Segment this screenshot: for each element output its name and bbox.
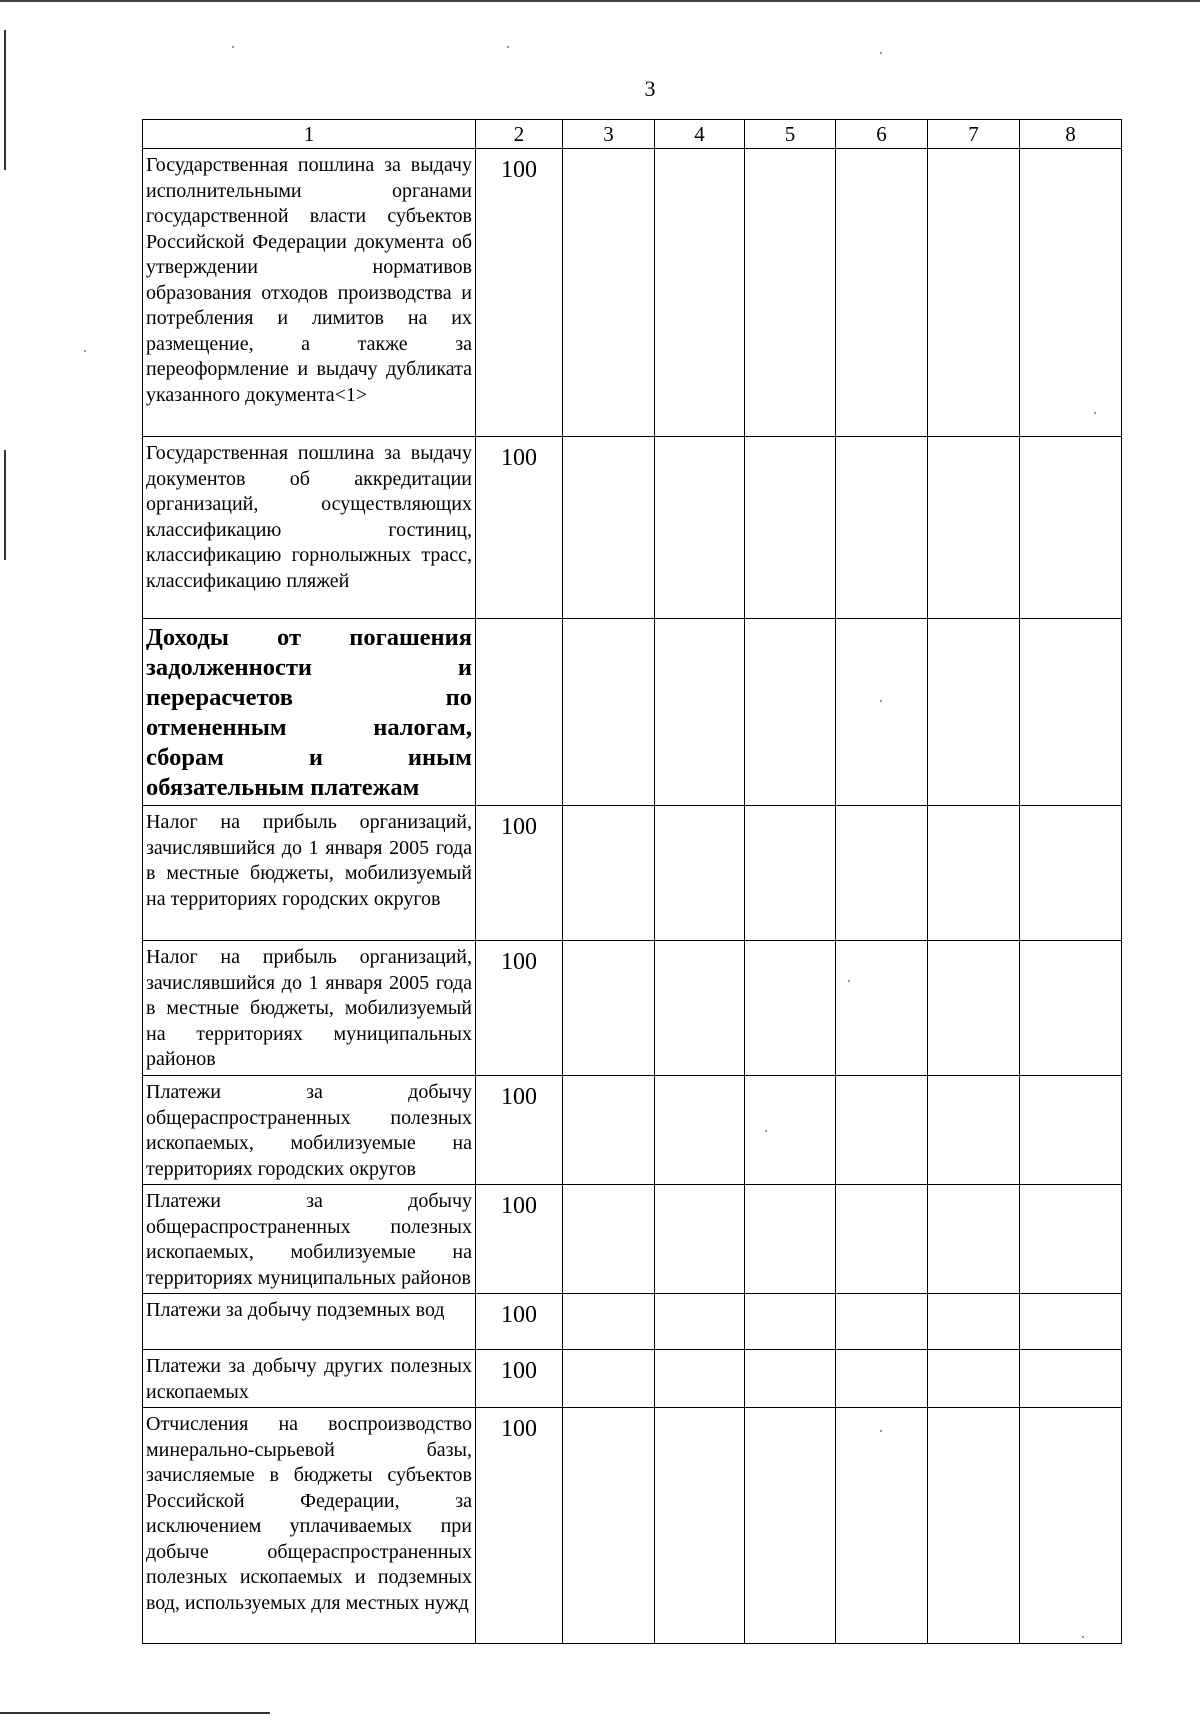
row-description: Платежи за добычу подземных вод xyxy=(143,1294,476,1350)
scan-speck xyxy=(1082,1636,1084,1638)
column-header: 1 xyxy=(143,120,476,149)
table-row xyxy=(143,1350,1122,1408)
scan-edge-top xyxy=(0,0,1200,2)
scan-speck xyxy=(880,52,882,54)
row-value: 100 xyxy=(476,1076,563,1185)
scan-speck xyxy=(1094,412,1096,414)
table-header-row xyxy=(143,120,1122,149)
row-description: Налог на прибыль организаций, зачислявшийся до 1 января 2005 года в местные бюджеты, мобилизуемый на территориях муниципальных районов xyxy=(143,941,476,1076)
row-value: 100 xyxy=(476,149,563,437)
row-value: 100 xyxy=(476,1408,563,1644)
section-heading: Доходы от погашения задолженности и перерасчетов по отмененным налогам, сборам и иным обязательным платежам xyxy=(143,619,476,806)
row-value: 100 xyxy=(476,1350,563,1408)
table-row xyxy=(143,941,1122,1076)
scan-speck xyxy=(765,1130,767,1132)
row-value xyxy=(476,619,563,806)
scan-speck xyxy=(507,46,509,48)
column-header: 7 xyxy=(928,120,1020,149)
column-header: 6 xyxy=(836,120,928,149)
column-header: 8 xyxy=(1020,120,1122,149)
table-row-section xyxy=(143,619,1122,806)
scan-edge-bottom xyxy=(0,1712,270,1714)
table-row xyxy=(143,437,1122,619)
column-header: 5 xyxy=(745,120,836,149)
page-number: 3 xyxy=(644,76,656,101)
column-header: 3 xyxy=(563,120,655,149)
scan-edge-mark xyxy=(4,30,6,170)
column-header: 2 xyxy=(476,120,563,149)
scan-speck xyxy=(880,1430,882,1432)
row-value: 100 xyxy=(476,1185,563,1294)
scan-speck xyxy=(880,700,882,702)
row-description: Платежи за добычу общераспространенных полезных ископаемых, мобилизуемые на территориях муниципальных районов xyxy=(143,1185,476,1294)
row-description: Платежи за добычу общераспространенных полезных ископаемых, мобилизуемые на территориях городских округов xyxy=(143,1076,476,1185)
table-row xyxy=(143,806,1122,941)
table-row xyxy=(143,1408,1122,1644)
row-description: Налог на прибыль организаций, зачислявшийся до 1 января 2005 года в местные бюджеты, мобилизуемый на территориях городских округов xyxy=(143,806,476,941)
scan-speck xyxy=(84,350,86,352)
scan-speck xyxy=(848,980,850,982)
table-row xyxy=(143,1294,1122,1350)
revenue-distribution-table xyxy=(142,119,1122,1644)
column-header: 4 xyxy=(655,120,745,149)
table-row xyxy=(143,1185,1122,1294)
row-value: 100 xyxy=(476,806,563,941)
row-value: 100 xyxy=(476,437,563,619)
row-description: Государственная пошлина за выдачу документов об аккредитации организаций, осуществляющих классификацию гостиниц, классификацию горнолыжных трасс, классификацию пляжей xyxy=(143,437,476,619)
row-description: Отчисления на воспроизводство минерально-сырьевой базы, зачисляемые в бюджеты субъектов Российской Федерации, за исключением уплачиваемых при добыче общераспространенных полезных ископаемых и подземных вод, используемых для местных нужд xyxy=(143,1408,476,1644)
table-row xyxy=(143,1076,1122,1185)
scan-edge-mark xyxy=(4,450,6,560)
row-description: Государственная пошлина за выдачу исполнительными органами государственной власти субъектов Российской Федерации документа об утверждении нормативов образования отходов производства и потребления и лимитов на их размещение, а также за переоформление и выдачу дубликата указанного документа<1> xyxy=(143,149,476,437)
table-row xyxy=(143,149,1122,437)
row-value: 100 xyxy=(476,1294,563,1350)
scan-speck xyxy=(232,46,234,48)
row-value: 100 xyxy=(476,941,563,1076)
row-description: Платежи за добычу других полезных ископаемых xyxy=(143,1350,476,1408)
